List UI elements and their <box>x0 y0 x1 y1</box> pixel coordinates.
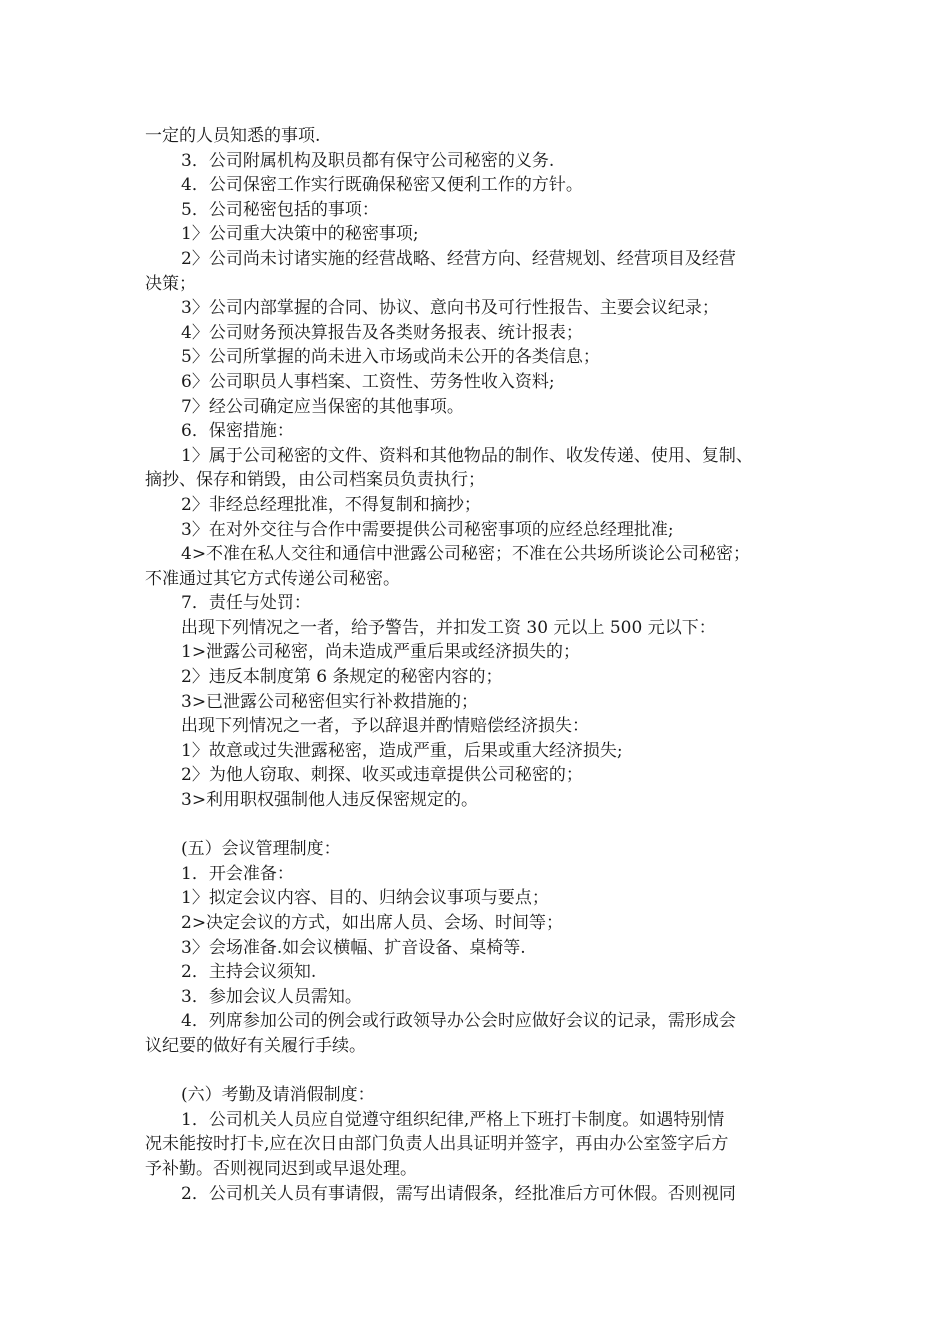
text-line: 3．参加会议人员需知。 <box>181 986 362 1007</box>
text-line: 4．列席参加公司的例会或行政领导办公会时应做好会议的记录，需形成会 <box>181 1011 736 1032</box>
text-line: 1〉故意或过失泄露秘密，造成严重，后果或重大经济损失; <box>181 740 623 761</box>
text-line: 6〉公司职员人事档案、工资性、劳务性收入资料; <box>181 371 555 392</box>
text-line: 3〉会场准备.如会议横幅、扩音设备、桌椅等. <box>181 937 526 958</box>
text-line: 不准通过其它方式传递公司秘密。 <box>145 568 400 589</box>
text-line: 4．公司保密工作实行既确保秘密又便利工作的方针。 <box>181 175 583 196</box>
text-line: 2〉公司尚未讨诸实施的经营战略、经营方向、经营规划、经营项目及经营 <box>181 248 736 269</box>
text-line: 5．公司秘密包括的事项： <box>181 199 379 220</box>
blank-line <box>145 813 835 838</box>
text-line: 1〉公司重大决策中的秘密事项; <box>181 224 419 245</box>
document-body <box>145 124 835 1206</box>
text-line: 予补勤。否则视同迟到或早退处理。 <box>145 1158 417 1179</box>
text-line: 一定的人员知悉的事项. <box>145 126 321 146</box>
text-line: 摘抄、保存和销毁，由公司档案员负责执行； <box>145 470 485 491</box>
text-line: 况未能按时打卡,应在次日由部门负责人出具证明并签字，再由办公室签字后方 <box>145 1134 729 1155</box>
text-line: (六）考勤及请消假制度： <box>181 1085 375 1106</box>
text-line: 议纪要的做好有关履行手续。 <box>145 1035 366 1056</box>
text-line: 1〉拟定会议内容、目的、归纳会议事项与要点； <box>181 888 549 909</box>
text-line: 2〉违反本制度第 6 条规定的秘密内容的； <box>181 667 503 688</box>
text-line: 5〉公司所掌握的尚未进入市场或尚未公开的各类信息； <box>181 347 600 368</box>
text-line: 出现下列情况之一者，予以辞退并酌情赔偿经济损失： <box>181 716 589 737</box>
text-line: 1．公司机关人员应自觉遵守组织纪律,严格上下班打卡制度。如遇特别情 <box>181 1109 725 1130</box>
text-line: 决策； <box>145 273 196 294</box>
text-line: 7〉经公司确定应当保密的其他事项。 <box>181 396 464 417</box>
text-line: 出现下列情况之一者，给予警告，并扣发工资 30 元以上 500 元以下： <box>181 617 716 638</box>
text-line: 4〉公司财务预决算报告及各类财务报表、统计报表； <box>181 322 583 343</box>
text-line: 2．主持会议须知. <box>181 962 317 983</box>
text-line: 3〉公司内部掌握的合同、协议、意向书及可行性报告、主要会议纪录； <box>181 298 719 319</box>
blank-line <box>145 1059 835 1084</box>
text-line: 2．公司机关人员有事请假，需写出请假条，经批准后方可休假。否则视同 <box>181 1183 736 1204</box>
text-line: 3>已泄露公司秘密但实行补救措施的； <box>181 691 479 712</box>
text-line: 7．责任与处罚： <box>181 593 311 614</box>
text-line: 1〉属于公司秘密的文件、资料和其他物品的制作、收发传递、使用、复制、 <box>181 445 753 466</box>
text-line: 1．开会准备： <box>181 863 294 884</box>
text-line: 6．保密措施： <box>181 421 294 442</box>
text-line: 3．公司附属机构及职员都有保守公司秘密的义务. <box>181 150 555 171</box>
text-line: (五）会议管理制度： <box>181 839 341 860</box>
text-line: 2>决定会议的方式，如出席人员、会场、时间等； <box>181 913 564 933</box>
text-line: 3>利用职权强制他人违反保密规定的。 <box>181 790 479 811</box>
text-line: 2〉为他人窃取、刺探、收买或违章提供公司秘密的； <box>181 765 583 786</box>
text-line: 3〉在对外交往与合作中需要提供公司秘密事项的应经总经理批准; <box>181 519 674 540</box>
text-line: 1>泄露公司秘密，尚未造成严重后果或经济损失的； <box>181 642 581 663</box>
text-line: 4>不准在私人交往和通信中泄露公司秘密；不准在公共场所谈论公司秘密； <box>181 544 751 565</box>
text-line: 2〉非经总经理批准，不得复制和摘抄； <box>181 494 481 515</box>
